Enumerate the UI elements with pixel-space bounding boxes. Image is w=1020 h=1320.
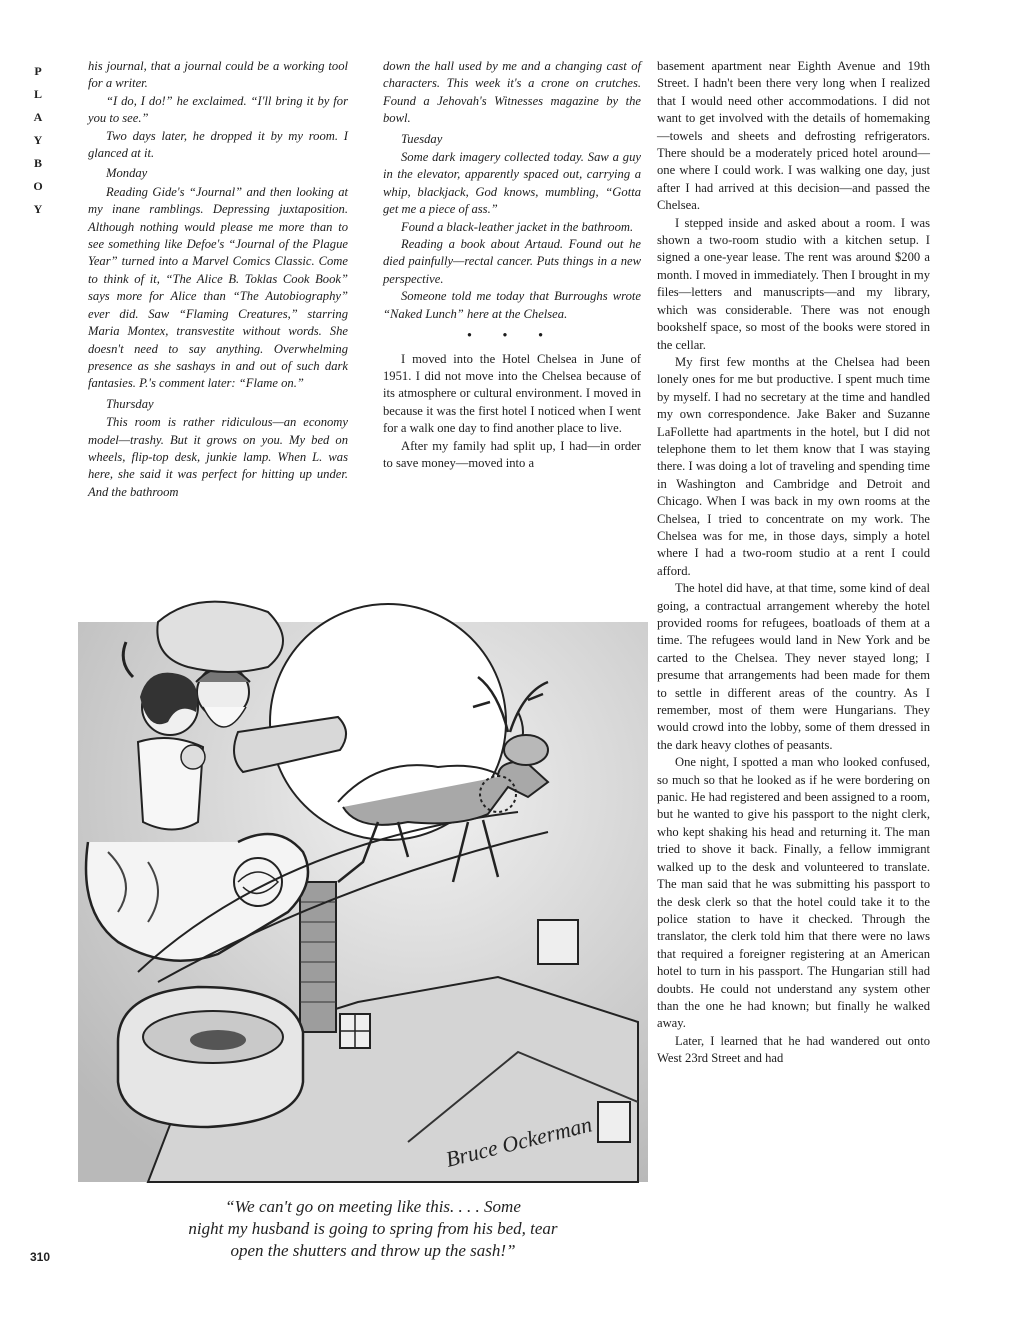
paragraph: Reading a book about Artaud. Found out he died painfully—rectal cancer. Puts things in a new perspective. [383,237,641,286]
journal-day-heading: Thursday [106,396,154,411]
toy-sack [157,602,283,672]
paragraph: After my family had split up, I had—in order to save money—moved into a [383,438,641,470]
paragraph: Found a black-leather jacket in the bathroom. [401,219,634,234]
title-letter: P [34,64,42,78]
title-letter: Y [33,202,43,216]
page-number: 310 [30,1250,51,1264]
paragraph: Some dark imagery collected today. Saw a guy in the elevator, apparently spaced out, carrying a whip, blackjack, God knows, mumbling, “Gotta get me a piece of ass.” [383,150,641,217]
paragraph: The hotel did have, at that time, some kind of deal going, a contractual arrangement whereby the hotel provided rooms for refugees, boatloads of them at a time. The refugees would land in New York and be carted to the Chelsea. They never stayed long; I presume that arrangements had been made for them to settle in different areas of the country. As I remember, most of them were Hungarians. They would crowd into the lobby, some of them dressed in the dark heavy clothes of peasants. [657,581,930,752]
paragraph: down the hall used by me and a changing cast of characters. This week it's a crone on crutches. Found a Jehovah's Witnesses magazine by the bowl. [383,59,641,126]
magazine-title-vertical [30,60,46,221]
caption-line: night my husband is going to spring from his bed, tear [188,1219,558,1238]
paragraph: This room is rather ridiculous—an economy model—trashy. But it grows on you. My bed on wheels, flip-top desk, junkie lamp. When L. was here, she said it was perfect for hitting up under. And the bathroom [88,415,348,499]
journal-day-heading: Monday [106,166,148,181]
caption-line: “We can't go on meeting like this. . . . Some [225,1197,521,1216]
article-column-3 [657,58,930,1068]
paragraph: Later, I learned that he had wandered out onto West 23rd Street and had [657,1033,930,1066]
section-separator: • • • [467,328,557,343]
paragraph: My first few months at the Chelsea had been lonely ones for me but productive. I spent much time by myself. I had no secretary at the time and handled my own correspondence. Jake Baker and Suzanne LaFollette had apartments in the hotel, but I did not telephone them to let them know that I was staying there. I was doing a lot of traveling and spending time in Washington and Cambridge and Detroit and Chicago. When I was back in my own rooms at the Chelsea, I tried to concentrate on my work. The Chelsea was for me, in those days, simply a hotel where I had a two-room studio at a rent I could afford. [657,354,930,578]
journal-day-heading: Tuesday [401,131,443,146]
article-column-2 [383,58,641,472]
chimney-right [538,920,578,964]
paragraph: I moved into the Hotel Chelsea in June of 1951. I did not move into the Chelsea because of its atmosphere or cultural environment. I moved in because it was the first hotel I noticed when I went for a walk one day to find another place to live. [383,351,641,436]
paragraph: Someone told me today that Burroughs wrote “Naked Lunch” here at the Chelsea. [383,289,641,321]
article-column-1 [88,58,348,501]
title-letter: L [33,87,42,101]
paragraph: his journal, that a journal could be a working tool for a writer. [88,59,348,91]
artist-signature: Bruce Ockerman [443,1111,595,1172]
title-letter: Y [33,133,43,147]
title-letter: A [33,110,43,124]
cartoon-illustration [78,582,648,1192]
paragraph: basement apartment near Eighth Avenue and 19th Street. I hadn't been there very long when I realized that I would need other accommodations. I did not want to get involved with the details of homemaking—towels and sheets and defrosting refrigerators. There should be a moderately priced hotel around—one where I could work. I was walking one day, just after I had arrived at this decision—and passed the Chelsea. [657,59,930,213]
window-right [598,1102,630,1142]
paragraph: I stepped inside and asked about a room. I was shown a two-room studio with a kitchen setup. I signed a one-year lease. The rent was around $200 a month. I moved in immediately. Then I brought in my files—letters and manuscripts—and my library, which was considerable. There was not enough bookshelf space, so most of the books were stored in the cellar. [657,215,930,352]
title-letter: O [33,179,43,193]
paragraph: One night, I spotted a man who looked confused, so much so that he looked as if he were bordering on panic. He had registered and been assigned to a room, but he wanted to give his passport to the night clerk, who kept shaking his head and returning it. The man tried to shove it back. Finally, a fellow immigrant walked up to the desk and volunteered to translate. The man said that he was submitting his passport to the desk clerk so that the hotel could take it to the police station to have it checked. Through the translator, the clerk told him that there were no laws that required a foreigner registering at an American hotel to turn in his passport. The Hungarian still had doubts. He could not understand any system other than the one he had known; but finally he walked away. [657,755,930,1031]
paragraph: “I do, I do!” he exclaimed. “I'll bring it by for you to see.” [88,93,348,126]
cartoon-caption [118,1196,628,1262]
paragraph: Reading Gide's “Journal” and then looking at my inane ramblings. Depressing juxtaposition. Although nothing would please me more than to see something like Defoe's “Journal of the Plague Year” turned into a Marvel Comics Classic. Come to think of it, “The Alice B. Toklas Cook Book” says more for Alice than “The Autobiography” ever did. Saw “Flaming Creatures,” starring Maria Montex, transvestite without words. She doesn't need to say anything. Overwhelming presence as she sashays in and out of such dark fantasies. P.'s comment later: “Flame on.” [88,184,348,391]
caption-line: open the shutters and throw up the sash!” [230,1241,516,1260]
title-letter: B [33,156,42,170]
paragraph: Two days later, he dropped it by my room. I glanced at it. [88,128,348,161]
